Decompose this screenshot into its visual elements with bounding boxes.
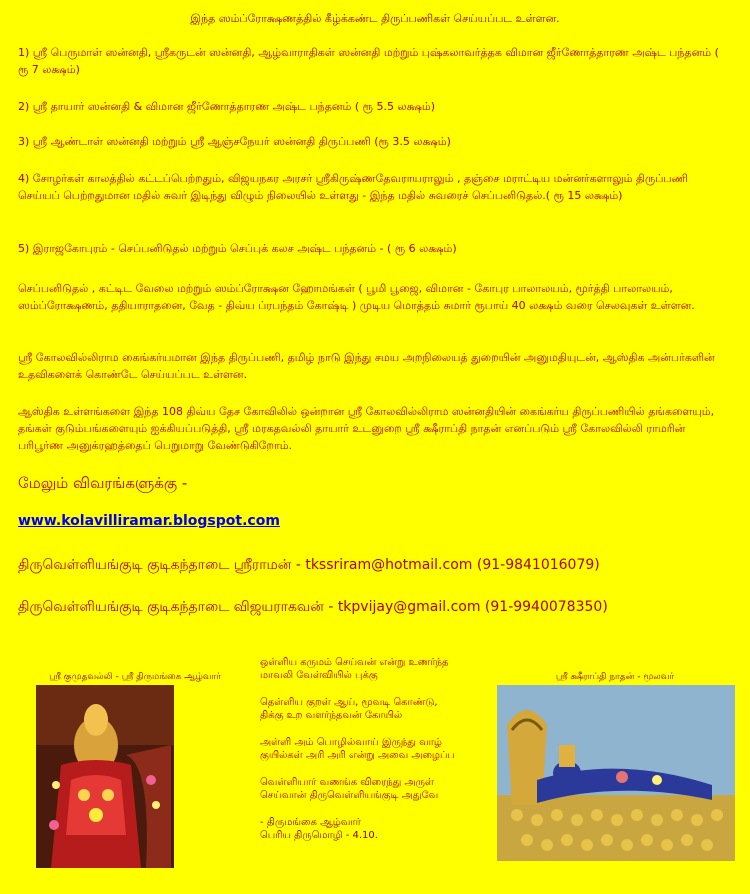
verse-1: ஒள்ளிய கருமம் செய்வன் என்று உணர்ந்த மாவலி வேள்வியில் புக்கு (260, 657, 449, 681)
more-info-heading: மேலும் விவரங்களுக்கு - (18, 474, 188, 492)
pasuram-verse (260, 656, 490, 856)
deity-image-icon (36, 685, 174, 868)
verse-3: அள்ளி அம் பொழில்வாய் இருந்து வாழ் குயில்கள் அரி அரி என்று அவை அழைப்ப (260, 737, 455, 761)
item-2: 2) ஸ்ரீ தாயார் ஸன்னதி & விமான ஜீர்ணோத்தாரண அஷ்ட பந்தனம் ( ரூ 5.5 லக்ஷம்) (18, 100, 436, 113)
expenses-paragraph: செப்பனிடுதல் , கட்டிட வேலை மற்றும் ஸம்ப்ரோக்ஷன ஹோமங்கள் ( பூமி பூஜை, விமான - கோபுர பாலாலயம், மூர்த்தி பாலாலயம், ஸம்ப்ரோக்ஷணம், ததியாராதனை, வேத - திவ்ய ப்ரபந்தம் கோஷ்டி ) முடிய மொத்தம் சுமார் ரூபாய் 40 லக்ஷம் வரை செலவுகள் உள்ளன. (18, 282, 695, 312)
reclining-deity-icon (497, 685, 735, 861)
website-link[interactable]: www.kolavilliramar.blogspot.com (18, 513, 280, 529)
appeal-paragraph: ஆஸ்திக உள்ளங்களை இந்த 108 திவ்ய தேச கோவிலில் ஒன்றான ஸ்ரீ கோலவில்லிராம ஸன்னதியின் கைங்கர்ய திருப்பணியில் தங்களையும், தங்கள் குடும்பங்களையும் ஐக்கியப்படுத்தி, ஸ்ரீ மரகதவல்லி தாயார் உடனுறை ஸ்ரீ க்ஷீராப்தி நாதன் எனப்படும் ஸ்ரீ கோலவில்லி ராமரின் பரிபூர்ண அனுக்ரஹத்தைப் பெறுமாறு வேண்டுகிறோம். (18, 405, 715, 452)
contact-vijay: திருவெள்ளியங்குடி குடிகந்தாடை விஜயராகவன் - tkpvijay@gmail.com (91-9940078350) (18, 599, 608, 615)
verse-credit: - திருமங்கை ஆழ்வார் பெரிய திருமொழி - 4.10. (260, 817, 378, 841)
verse-2: தெள்ளிய குறள் ஆய், மூவடி கொண்டு, திக்கு உற வளர்ந்தவன் கோயில் (260, 697, 438, 721)
permission-paragraph: ஸ்ரீ கோலவில்லிராம கைங்கர்யமான இந்த திருப்பணி, தமிழ் நாடு இந்து சமய அறநிலையத் துறையின் அனுமதியுடன், ஆஸ்திக அன்பர்களின் உதவிகளைக் கொண்டே செய்யப்பட உள்ளன. (18, 351, 715, 381)
item-5: 5) இராஜகோபுரம் - செப்பனிடுதல் மற்றும் செப்புக் கலச அஷ்ட பந்தனம் - ( ரூ 6 லக்ஷம்) (18, 242, 457, 255)
item-1: 1) ஸ்ரீ பெருமாள் ஸன்னதி, ஸ்ரீகருடன் ஸன்னதி, ஆழ்வாராதிகள் ஸன்னதி மற்றும் புஷ்கலாவர்த்தக விமான ஜீர்ணோத்தாரண அஷ்ட பந்தனம் ( ரூ 7 லக்ஷம்) (18, 46, 719, 76)
right-photo-caption: ஸ்ரீ க்ஷீராப்தி நாதன் - மூலவர் (555, 672, 675, 682)
kumudavalli-thirumangai-photo (36, 685, 174, 868)
contact-sriram: திருவெள்ளியங்குடி குடிகந்தாடை ஸ்ரீராமன் - tkssriram@hotmail.com (91-9841016079) (18, 557, 600, 573)
item-3: 3) ஸ்ரீ ஆண்டாள் ஸன்னதி மற்றும் ஸ்ரீ ஆஞ்சநேயர் ஸன்னதி திருப்பணி (ரூ 3.5 லக்ஷம்) (18, 135, 451, 148)
left-photo-caption: ஸ்ரீ குமுதவல்லி - ஸ்ரீ திருமங்கை ஆழ்வார் (49, 672, 221, 682)
intro-text: இந்த ஸம்ப்ரோக்ஷணத்தில் கீழ்க்கண்ட திருப்பணிகள் செய்யப்பட உள்ளன. (190, 12, 560, 25)
verse-4: வெள்ளியார் வணங்க விரைந்து அருள் செய்வான் திருவெள்ளியங்குடி அதுவே (260, 777, 439, 801)
ksheerabdhi-nathan-photo (497, 685, 735, 861)
item-4: 4) சோழர்கள் காலத்தில் கட்டப்பெற்றதும், விஜயநகர அரசர் ஸ்ரீகிருஷ்ணதேவராயராலும் , தஞ்சை மராட்டிய மன்னர்களாலும் திருப்பணி செய்யப் பெற்றதுமான மதில் சுவர் இடிந்து விழும் நிலையில் உள்ளது - இந்த மதில் சுவரைச் செப்பனிடுதல்.( ரூ 15 லக்ஷம்) (18, 172, 688, 202)
